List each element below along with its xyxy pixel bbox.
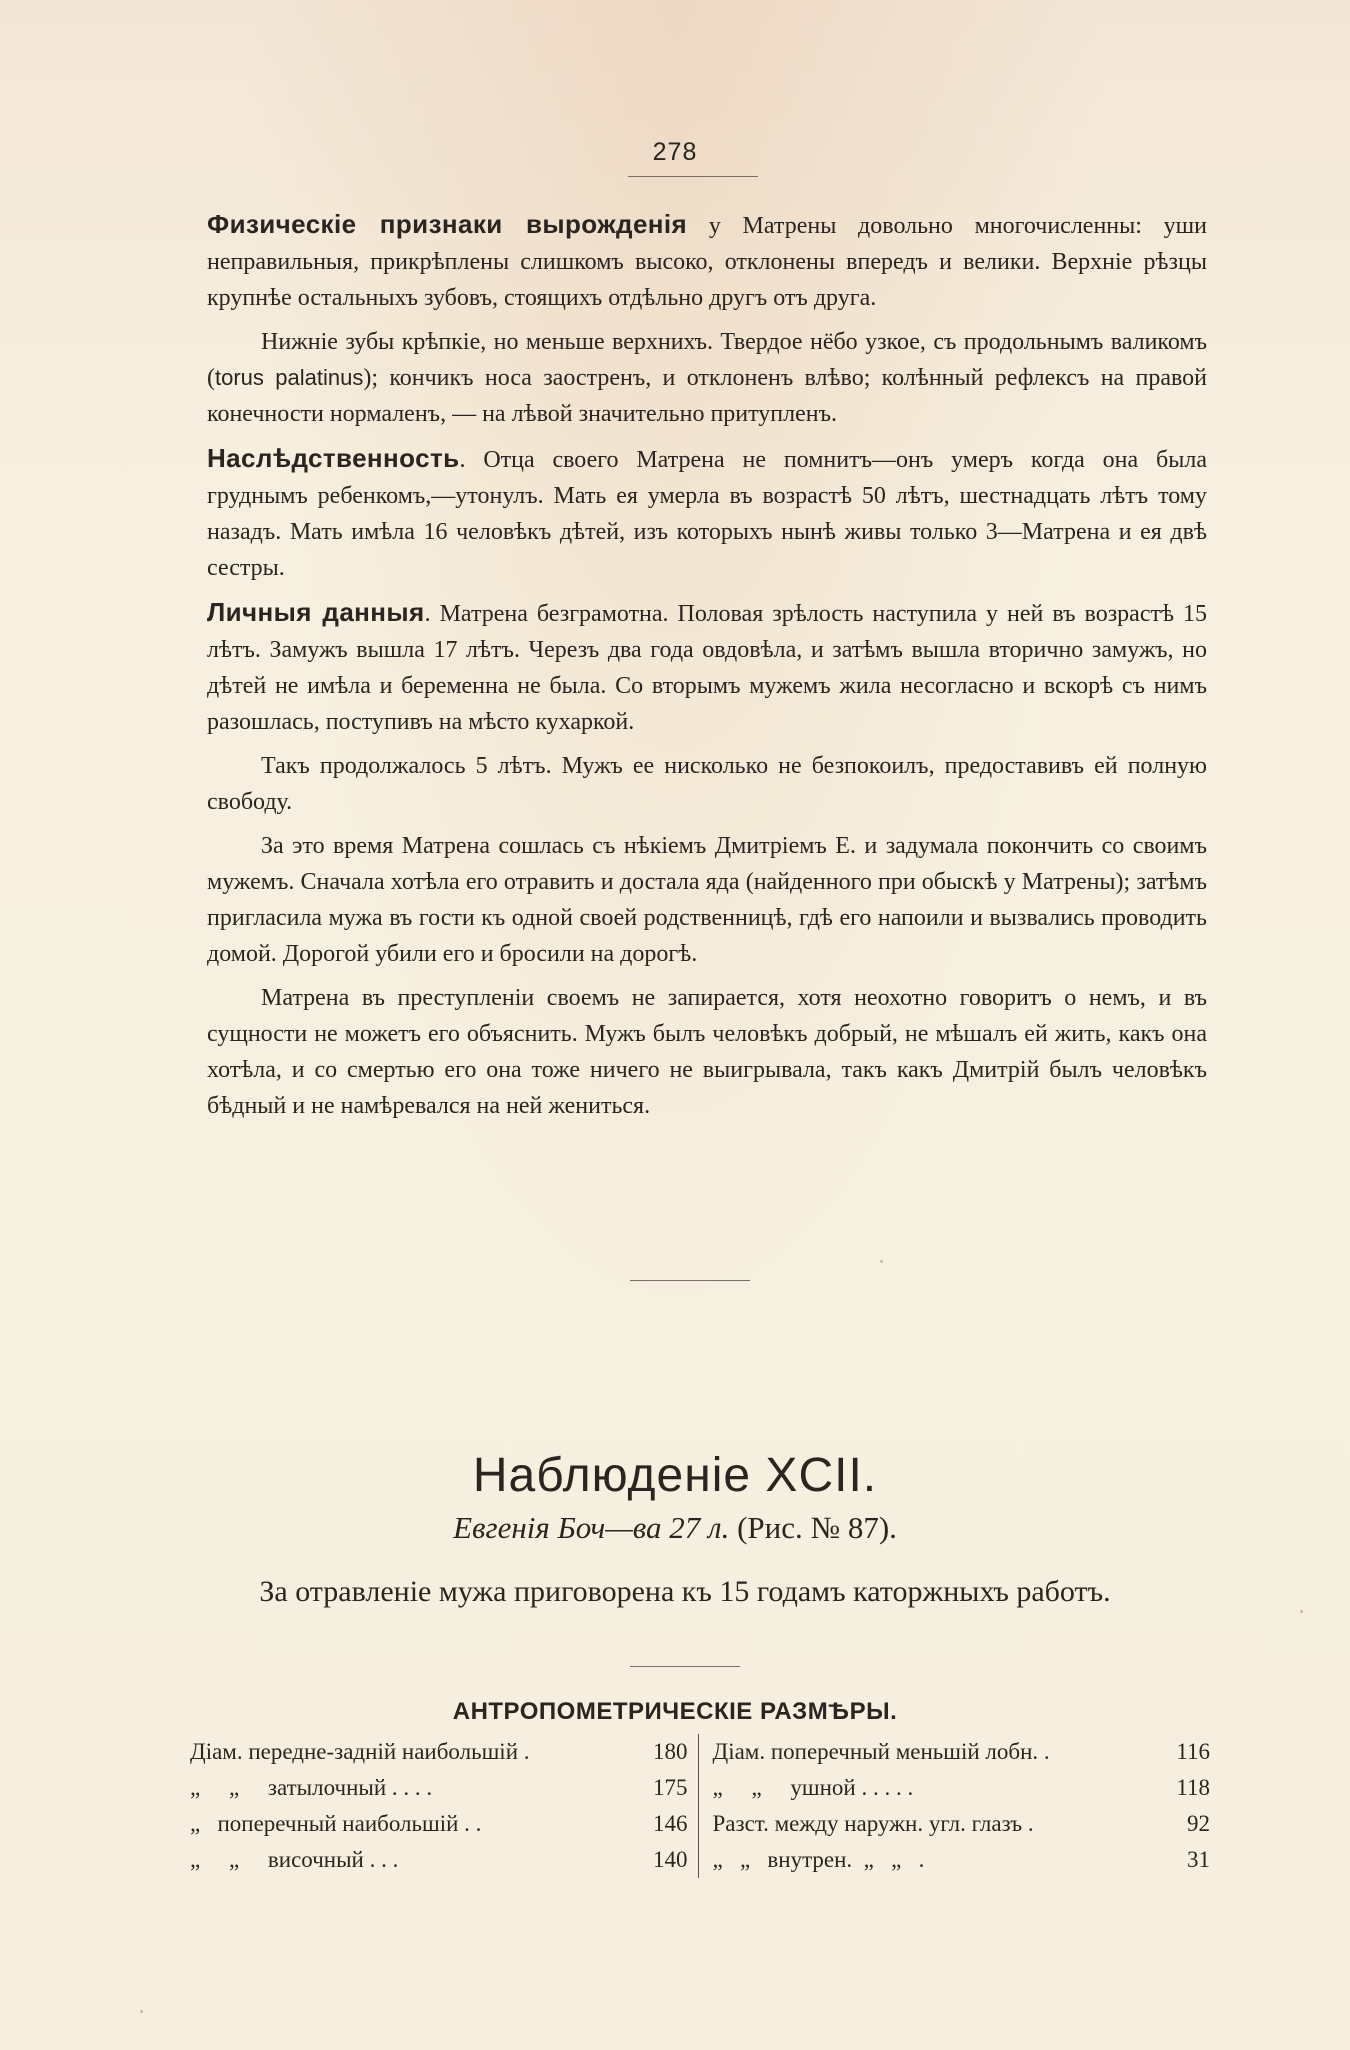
paragraph-text: . Матрена безграмотна. Половая зрѣлость наступила у ней въ возрастѣ 15 лѣтъ. Замужъ вышла 17 лѣтъ. Черезъ два года овдовѣла, и затѣмъ вышла вторично замужъ, но дѣтей не имѣла и беременна не была. Со вторымъ мужемъ жила несогласно и вскорѣ съ нимъ разошлась, поступивъ на мѣсто кухаркой. — [207, 601, 1208, 735]
latin-term: torus palatinus — [215, 365, 364, 390]
section-heading: Физическіе признаки вырожденія — [207, 209, 688, 239]
measurement-value: 175 — [653, 1775, 688, 1800]
paragraph — [207, 324, 1207, 432]
measurement-label: „ „ затылочный . . . . — [190, 1775, 433, 1800]
subject-figure-ref: (Рис. № 87). — [737, 1510, 897, 1545]
paragraph — [207, 748, 1207, 820]
paragraph — [207, 440, 1207, 586]
measurement-value: 140 — [653, 1847, 688, 1872]
paper-speck — [880, 1260, 883, 1263]
measurement-row — [713, 1734, 1211, 1770]
paragraph-text: . Отца своего Матрена не помнитъ—онъ умеръ когда она была груднымъ ребенкомъ,—утонулъ. Мать ея умерла въ возрастѣ 50 лѣтъ, шестнадцать лѣтъ тому назадъ. Мать имѣла 16 человѣкъ дѣтей, изъ которыхъ нынѣ живы только 3—Матрена и ея двѣ сестры. — [207, 447, 1207, 581]
measurement-row — [190, 1770, 688, 1806]
paragraph-text: За это время Матрена сошлась съ нѣкіемъ Дмитріемъ Е. и задумала покончить со своимъ мужемъ. Сначала хотѣла его отравить и достала яда (найденного при обыскѣ у Матрены); затѣмъ пригласила мужа въ гости къ одной своей родственницѣ, гдѣ его напоили и вызвались проводить домой. Дорогой убили его и бросили на дорогѣ. — [207, 833, 1207, 967]
measurement-row — [713, 1806, 1211, 1842]
paragraph — [207, 594, 1207, 740]
paragraph-text: Такъ продолжалось 5 лѣтъ. Мужъ ее нисколько не безпокоилъ, предоставивъ ей полную свободу. — [207, 753, 1207, 815]
measurement-row — [190, 1734, 688, 1770]
section-heading: Наслѣдственность — [207, 443, 460, 473]
paragraph-text: у Матрены довольно многочисленны: уши неправильныя, прикрѣплены слишкомъ высоко, отклонены впередъ и велики. Верхніе рѣзцы крупнѣе остальныхъ зубовъ, стоящихъ отдѣльно другъ отъ друга. — [207, 213, 1207, 311]
page-number: 278 — [652, 138, 698, 166]
measurement-label: Діам. поперечный меньшiй лобн. . — [712, 1739, 1050, 1764]
paragraph — [207, 828, 1207, 972]
measurement-value: 92 — [1187, 1811, 1210, 1836]
measurement-value: 31 — [1187, 1847, 1210, 1872]
measurement-row — [713, 1842, 1211, 1878]
case-text — [207, 206, 1207, 1132]
observation-title: Наблюденіе XCII. — [472, 1449, 878, 1502]
sentence-text: За отравленіе мужа приговорена къ 15 годамъ каторжныхъ работъ. — [259, 1575, 1111, 1608]
measurement-value: 146 — [653, 1811, 688, 1836]
section-heading: Личныя данныя — [207, 597, 425, 627]
measurement-label: Діам. передне-заднiй наибольшiй . — [190, 1739, 530, 1764]
paragraph-text: Нижніе зубы крѣпкіе, но меньше верхнихъ. Твердое нёбо узкое, съ продольнымъ валикомъ ( — [207, 329, 1207, 391]
measurement-label: Разст. между наружн. угл. глазъ . — [712, 1811, 1034, 1836]
measurement-label: „ „ внутрен. „ „ . — [712, 1847, 925, 1872]
sentence-divider — [630, 1666, 740, 1667]
paper-speck — [140, 2010, 143, 2013]
measurement-value: 180 — [653, 1739, 688, 1764]
paragraph-text: Матрена въ преступленіи своемъ не запирается, хотя неохотно говоритъ о немъ, и въ сущности не можетъ его объяснить. Мужъ былъ человѣкъ добрый, не мѣшалъ ей жить, какъ она хотѣла, и со смертью его она тоже ничего не выигрывала, такъ какъ Дмитрій былъ человѣкъ бѣдный и не намѣревался на ней жениться. — [207, 985, 1207, 1119]
measurement-row — [190, 1842, 688, 1878]
paper-speck — [1300, 1610, 1303, 1613]
measurement-row — [713, 1770, 1211, 1806]
paragraph — [207, 980, 1207, 1124]
measurements-heading: АНТРОПОМЕТРИЧЕСКІЕ РАЗМѢРЫ. — [452, 1698, 898, 1725]
subject-name: Евгенія Боч—ва 27 л. — [453, 1510, 730, 1545]
paragraph — [207, 206, 1207, 316]
measurement-label: „ поперечный наибольшiй . . — [190, 1811, 482, 1836]
measurements-right-column — [699, 1734, 1211, 1878]
section-divider — [630, 1280, 750, 1281]
page-number-rule — [628, 176, 758, 177]
measurement-label: „ „ височный . . . — [190, 1847, 399, 1872]
measurement-label: „ „ ушной . . . . . — [712, 1775, 914, 1800]
measurement-row — [190, 1806, 688, 1842]
measurement-value: 116 — [1176, 1739, 1210, 1764]
paragraph-text: ); кончикъ носа заостренъ, и отклоненъ влѣво; колѣнный рефлексъ на правой конечности нормаленъ, — на лѣвой значительно притупленъ. — [207, 365, 1207, 427]
measurement-value: 118 — [1176, 1775, 1210, 1800]
measurements-left-column — [190, 1734, 699, 1878]
subject-line — [0, 1510, 1350, 1546]
measurements-table — [190, 1734, 1210, 1878]
